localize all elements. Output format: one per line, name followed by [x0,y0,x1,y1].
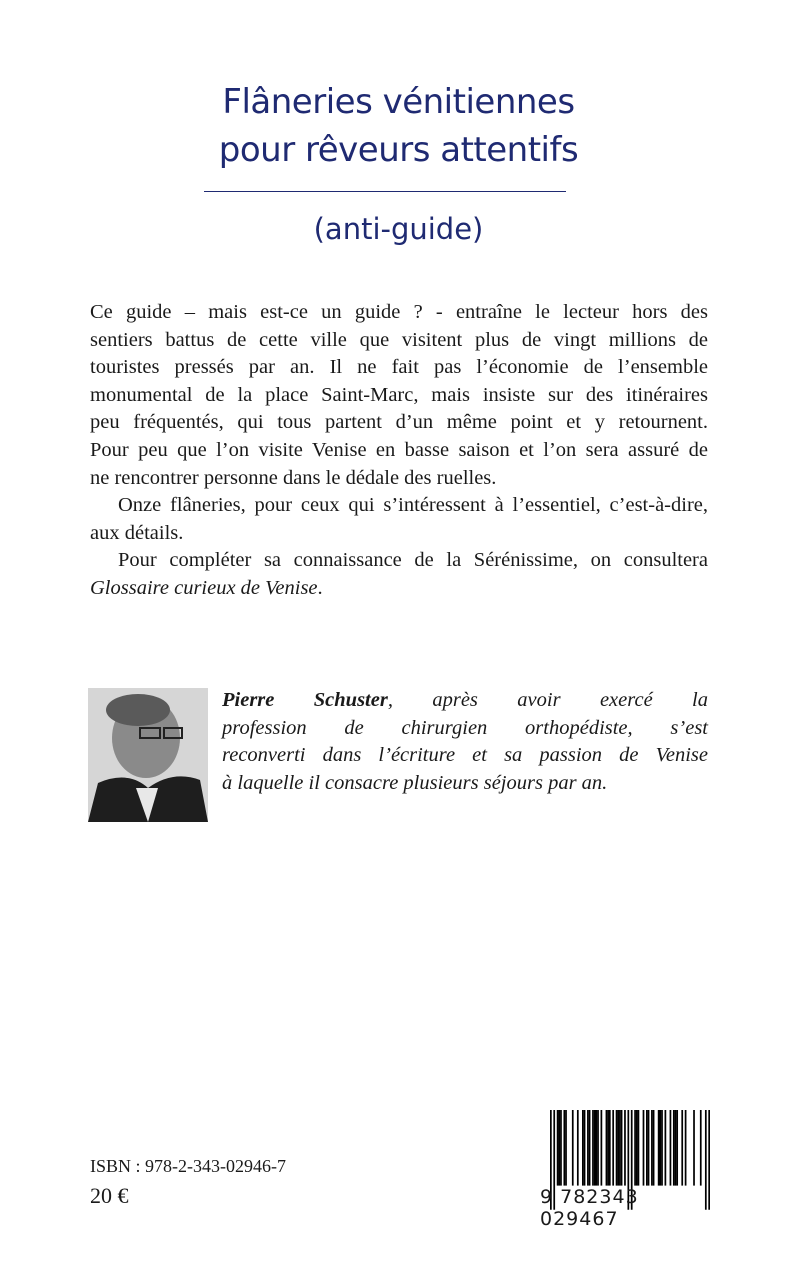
author-photo [88,688,208,822]
price: 20 € [90,1183,129,1208]
blurb [90,299,708,603]
barcode-bar [624,1110,626,1186]
punctuation: . [317,576,323,599]
bio-line: , après avoir exercé la [387,689,708,711]
barcode-bar [565,1110,567,1186]
blurb-line: touristes pressés par an. Il ne fait pas l’économie de l’ensemble [90,356,708,379]
barcode-bar [643,1110,645,1186]
barcode-bar [560,1110,562,1186]
barcode-bar [606,1110,608,1186]
barcode-bar [563,1110,565,1186]
barcode-bar [634,1110,636,1186]
blurb-line: Pour peu que l’on visite Venise en basse saison et l’on sera assuré de [90,438,708,461]
barcode-bar [685,1110,687,1186]
barcode-bar [636,1110,638,1186]
barcode-bar [601,1110,603,1186]
barcode-bar [597,1110,599,1186]
barcode-bar [587,1110,589,1186]
subtitle: (anti-guide) [313,212,484,246]
blurb-line: Pour compléter sa connaissance de la Sérénissime, on consultera [118,549,708,572]
barcode-bar [653,1110,655,1186]
barcode-bar [558,1110,560,1186]
barcode-bar [693,1110,695,1186]
barcode-bar [673,1110,675,1186]
barcode-bar [595,1110,597,1186]
blurb-line: ne rencontrer personne dans le dédale des ruelles. [90,466,497,489]
book-title [0,78,797,174]
barcode-bar [607,1110,609,1186]
barcode-bar [665,1110,667,1186]
barcode-bar [621,1110,623,1186]
title-line-1: Flâneries vénitiennes [222,82,575,122]
bio-line: reconverti dans l’écriture et sa passion de Venise [222,744,708,767]
title-divider [204,191,566,192]
barcode-bar [557,1110,559,1186]
barcode-bar [584,1110,586,1186]
barcode-digits: 9 782343 029467 [540,1186,639,1230]
barcode-bar [572,1110,574,1186]
title-line-2: pour rêveurs attentifs [218,130,579,170]
barcode-bar [619,1110,621,1186]
blurb-line: aux détails. [90,521,184,544]
bio-line: à laquelle il consacre plusieurs séjours par an. [222,771,608,794]
barcode-bar [661,1110,663,1186]
barcode-bar [616,1110,618,1186]
barcode-bar [658,1110,660,1186]
barcode-bar [675,1110,677,1186]
barcode-bar [592,1110,594,1186]
blurb-line: Onze flâneries, pour ceux qui s’intéressent à l’essentiel, c’est-à-dire, [118,494,708,517]
barcode-bar [651,1110,653,1186]
barcode-bar [589,1110,591,1186]
barcode-bar [612,1110,614,1186]
barcode-bar [659,1110,661,1186]
blurb-line: peu fréquentés, qui tous partent d’un même point et y retournent. [90,411,708,434]
barcode-bar [670,1110,672,1186]
barcode-bar [594,1110,596,1186]
blurb-line: monumental de la place Saint-Marc, mais insiste sur des itinéraires [90,383,708,406]
bio-line: profession de chirurgien orthopédiste, s’est [222,716,708,739]
author-name: Pierre Schuster [222,689,388,711]
barcode-bar [681,1110,683,1186]
barcode-bar [646,1110,648,1186]
barcode-bar [700,1110,702,1186]
barcode-bar [577,1110,579,1186]
barcode-bar [617,1110,619,1186]
blurb-line: sentiers battus de cette ville que visitent plus de vingt millions de [90,328,708,351]
barcode-bar [648,1110,650,1186]
blurb-line: Ce guide – mais est-ce un guide ? - entraîne le lecteur hors des [90,301,708,323]
book-reference: Glossaire curieux de Venise [90,576,318,599]
barcode-bar [609,1110,611,1186]
author-bio [222,687,708,797]
blurb-line [90,575,708,603]
barcode-bar [676,1110,678,1186]
barcode-bar [582,1110,584,1186]
barcode-bar [638,1110,640,1186]
isbn: ISBN : 978-2-343-02946-7 [90,1156,286,1176]
